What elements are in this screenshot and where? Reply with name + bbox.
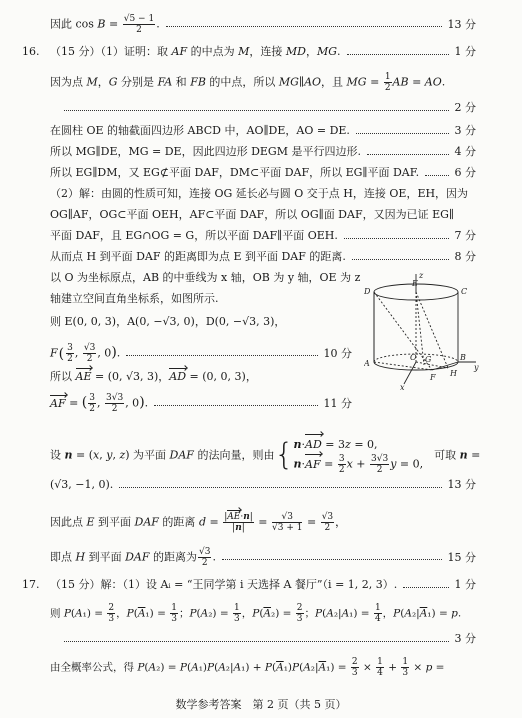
dot-leader [64, 641, 449, 642]
score: 15 分 [447, 550, 476, 564]
line-13: 则 E(0, 0, 3)，A(0, −√3, 0)，D(0, −√3, 3)， [50, 315, 286, 328]
line-15: 所以 AE = (0, √3, 3)，AD = (0, 0, 3)， [50, 370, 257, 383]
line-5-text: 所以 MG∥DE，MG = DE，因此四边形 DEGM 是平行四边形. [50, 145, 361, 158]
line-16 [50, 393, 352, 414]
line-12: 轴建立空间直角坐标系，如图所示. [50, 292, 219, 305]
label-g: G [425, 355, 432, 364]
line-10 [50, 250, 476, 264]
dot-leader [344, 238, 449, 239]
label-b: B [460, 353, 466, 362]
eh-line [416, 292, 448, 368]
line-6-text: 所以 EG∥DM，又 EG⊄平面 DAF，DM⊂平面 DAF，所以 EG∥平面 DAF. [50, 166, 420, 179]
line-14 [50, 343, 352, 364]
question-17-number: 17. [22, 578, 40, 591]
label-e: E [412, 279, 418, 288]
line-9-text: 平面 DAF，且 EG∩OG = G，所以平面 DAF∥平面 OEH. [50, 229, 338, 242]
line-4-text: 在圆柱 OE 的轴截面四边形 ABCD 中，AO∥DE，AO = DE. [50, 124, 350, 137]
label-o: O [410, 353, 417, 362]
line-4 [50, 124, 476, 138]
label-h: H [450, 369, 457, 378]
dot-leader [119, 487, 441, 488]
line-0 [50, 14, 476, 35]
line-1-text: （15 分）（1）证明：取 AF 的中点为 M，连接 MD，MG. [50, 45, 341, 58]
score: 6 分 [454, 166, 476, 179]
line-2: 因为点 M，G 分别是 FA 和 FB 的中点，所以 MG∥AO，且 MG = $\frac{1}{2}$ AB = AO. [50, 72, 446, 93]
label-c: C [461, 287, 468, 296]
dot-leader [403, 587, 448, 588]
dot-leader [64, 110, 449, 111]
dot-leader [222, 559, 442, 560]
line-9 [50, 229, 476, 243]
line-10-text: 从而点 H 到平面 DAF 的距离即为点 E 到平面 DAF 的距离. [50, 250, 346, 263]
label-z: z [419, 272, 424, 280]
line-11: 以 O 为坐标原点，AB 的中垂线为 x 轴，OB 为 y 轴，OE 为 z [50, 271, 361, 284]
x-axis [404, 362, 416, 384]
line-18 [50, 478, 476, 492]
line-14-text: F( $\frac{3}{2}$ , $\frac{√3}{2}$ , 0). [50, 343, 121, 364]
line-6 [50, 166, 476, 180]
page-footer: 数学参考答案 第 2 页（共 5 页） [175, 698, 347, 711]
line-0-text: 因此 cos B = $\frac{√5 - 1}{2}$ . [50, 14, 160, 35]
df-line [374, 292, 432, 370]
dot-leader [367, 154, 449, 155]
score: 13 分 [447, 17, 476, 31]
dot-leader [352, 259, 449, 260]
label-a: A [364, 359, 370, 368]
line-7: （2）解：由圆的性质可知，连接 OG 延长必与圆 O 交于点 H，连接 OE，EH，因为 [50, 187, 469, 200]
score: 11 分 [323, 396, 352, 410]
line-21-text: （15 分）解：（1）设 Aᵢ = “王同学第 i 天选择 A 餐厅”（i = 1, 2, 3）. [50, 578, 398, 591]
question-16-number: 16. [22, 45, 40, 58]
dot-leader [425, 175, 448, 176]
dot-leader [356, 133, 449, 134]
dot-leader [166, 26, 442, 27]
cylinder-diagram [364, 272, 482, 392]
score: 1 分 [454, 578, 476, 591]
line-16-text: AF = ( $\frac{3}{2}$ , $\frac{3√3}{2}$ , 0). [50, 393, 149, 414]
line-22: 则 P(A₁) = $\frac{2}{3}$ ，$P(\overline{A}_1)$ = $\frac{1}{3}$ ；P(A₂) = $\frac{1}{3}$ ，$P(\overline{A}_2)$ = $\frac{2}{3}$ ；P(A₂|A₁) = $\frac{1}{4}$ ，$P(A_2|\overline{A}_1) = p$. [50, 603, 462, 624]
line-23 [50, 632, 476, 646]
dot-leader [154, 405, 317, 406]
score: 3 分 [454, 124, 476, 137]
line-5 [50, 145, 476, 159]
label-f: F [430, 373, 436, 382]
oh-line [416, 362, 448, 368]
label-d: D [364, 287, 371, 296]
line-20-text: 即点 H 到平面 DAF 的距离为 $\frac{√3}{2}$ . [50, 547, 216, 568]
score: 4 分 [454, 145, 476, 158]
line-20 [50, 547, 476, 568]
line-1 [50, 45, 476, 59]
line-18-text: (√3, −1, 0). [50, 478, 114, 491]
score: 3 分 [454, 632, 476, 645]
line-21 [50, 578, 476, 592]
line-3 [50, 101, 476, 115]
line-8: OG∥AF，OG⊂平面 OEH，AF⊂平面 DAF，所以 OG∥面 DAF，又因为已证 EG∥ [50, 208, 454, 221]
score: 8 分 [454, 250, 476, 263]
dot-leader [126, 355, 317, 356]
line-19: 因此点 E 到平面 DAF 的距离 d = $\frac{|AE\cdot n|}{|n|}$ = $\frac{√3}{√3 + 1}$ = $\frac{√3}{2}$ ， [50, 512, 347, 533]
score: 10 分 [323, 346, 352, 360]
score: 13 分 [447, 478, 476, 491]
line-17: 设 n = (x, y, z) 为平面 DAF 的法向量，则由{ n·AD = 3z = 0, n·AF = $\frac{3}{2}$ x + $\frac{3√3}{2}$ y = 0, 可取 n = [50, 437, 481, 475]
score: 1 分 [454, 45, 476, 58]
label-y: y [474, 363, 479, 372]
af-line [374, 362, 432, 370]
score: 7 分 [454, 229, 476, 242]
score: 2 分 [454, 101, 476, 114]
line-24: 由全概率公式，得 $P(A_2) = P(A_1)P(A_2|A_1) + P(\overline{A}_1)P(A_2|\overline{A}_1)$ = $\frac{2}{3}$ × $\frac{1}{4}$ + $\frac{1}{3}$ × p = [50, 657, 445, 678]
dot-leader [347, 54, 449, 55]
label-x: x [400, 383, 405, 392]
